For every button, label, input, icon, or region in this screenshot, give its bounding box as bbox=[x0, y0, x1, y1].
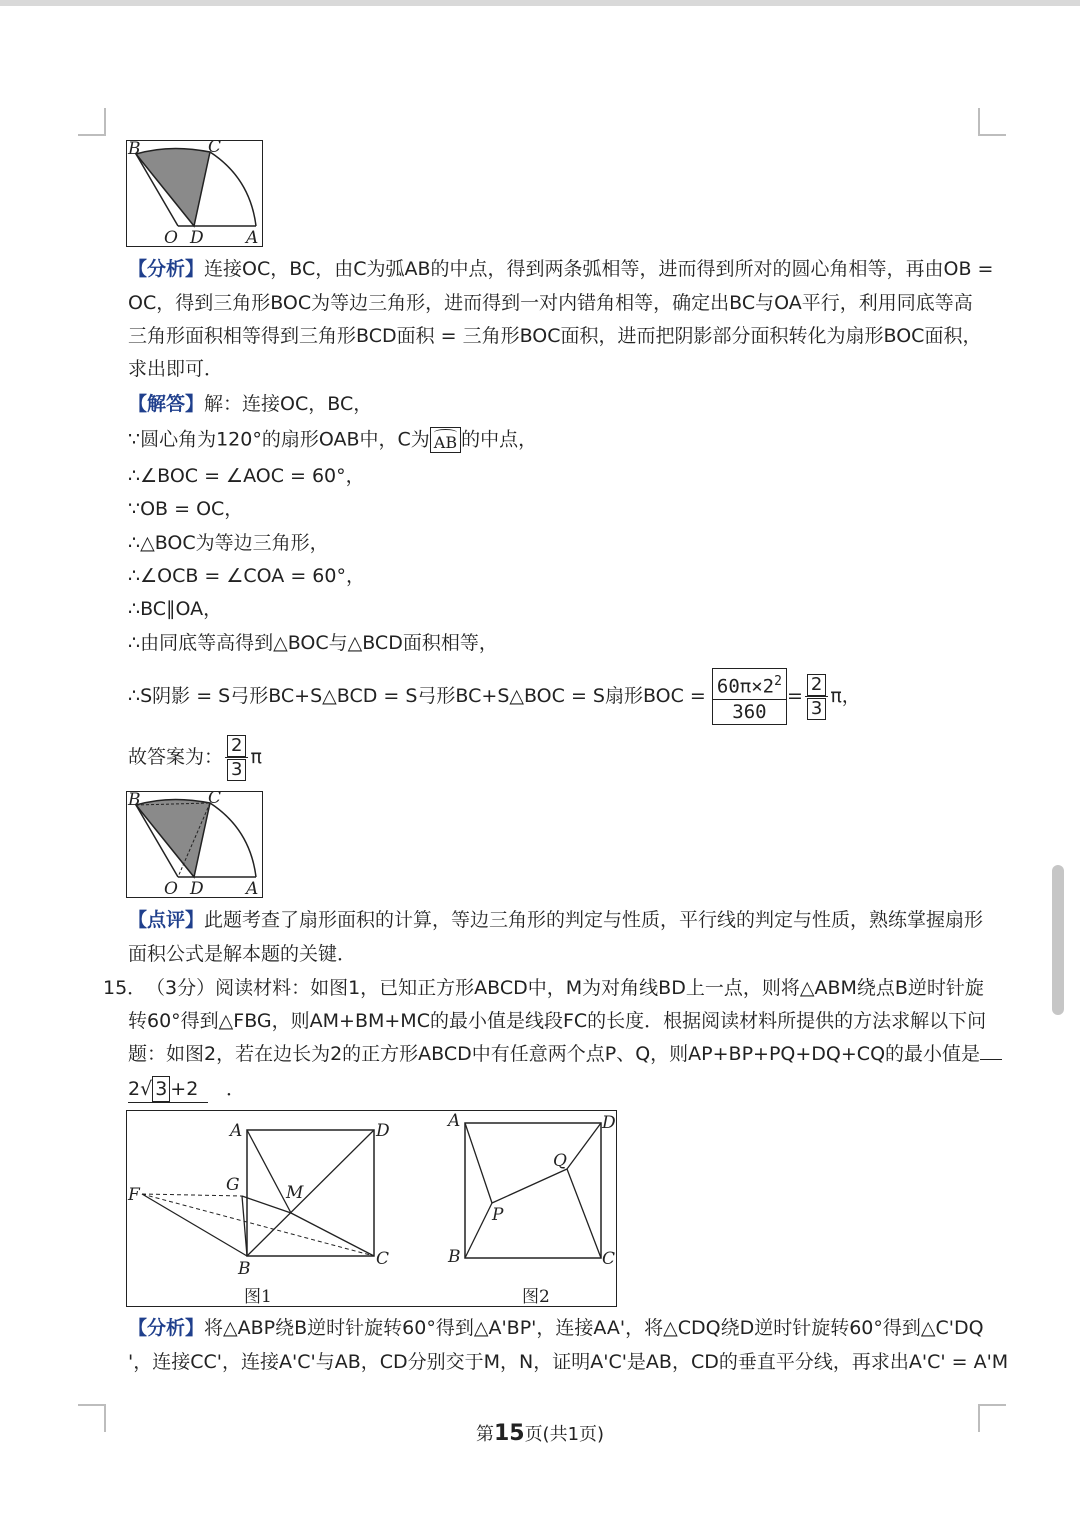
fig2-caption: 图2 bbox=[522, 1287, 550, 1307]
comment-tag: 【点评】 bbox=[128, 909, 205, 931]
label-C: C bbox=[208, 140, 222, 157]
q15-line-2: 转60°得到△FBG，则AM+BM+MC的最小值是线段FC的长度．根据阅读材料所提供的方法求解以下问 bbox=[128, 1010, 987, 1032]
fig2-label-C: C bbox=[602, 1249, 616, 1269]
fig1-label-D: D bbox=[376, 1121, 390, 1141]
answer-blank-start bbox=[980, 1059, 1002, 1060]
page-footer bbox=[0, 1420, 1080, 1446]
label-O: O bbox=[164, 879, 178, 899]
q15-text-3: 题：如图2，若在边长为2的正方形ABCD中有任意两个点P、Q，则AP+BP+PQ+DQ+CQ的最小值是 bbox=[128, 1043, 981, 1065]
label-A: A bbox=[246, 228, 259, 248]
solution-tag: 【解答】 bbox=[128, 393, 205, 415]
comment-line-2: 面积公式是解本题的关键． bbox=[128, 943, 357, 965]
answer-value: 2√ 3 +2 bbox=[128, 1076, 208, 1103]
analysis-text-1: 连接OC，BC，由C为弧AB的中点，得到两条弧相等，进而得到所对的圆心角相等，再由OB = bbox=[204, 258, 994, 280]
area-equation: ∴S阴影 = S弓形BC+S△BCD = S弓形BC+S△BOC = S扇形BOC = bbox=[128, 685, 706, 707]
solution-line-7: ∴BC∥OA， bbox=[128, 598, 223, 620]
arc-AB bbox=[430, 427, 461, 453]
q15-figure bbox=[126, 1110, 618, 1308]
top-bar bbox=[0, 0, 1080, 6]
label-A: A bbox=[246, 879, 259, 899]
q15-line-3 bbox=[128, 1042, 981, 1066]
label-O: O bbox=[164, 228, 178, 248]
fraction-sector-area bbox=[712, 668, 787, 725]
frac-numerator bbox=[713, 669, 786, 700]
analysis-tag: 【分析】 bbox=[128, 258, 205, 280]
solution-line-5: ∴△BOC为等边三角形， bbox=[128, 532, 329, 554]
footer-post: 页(共1页) bbox=[524, 1424, 605, 1445]
crop-mark-top-left bbox=[78, 108, 106, 136]
solution-line-3: ∴∠BOC = ∠AOC = 60°， bbox=[128, 465, 365, 487]
fig2-label-D: D bbox=[602, 1113, 616, 1133]
label-C: C bbox=[208, 791, 222, 808]
fraction-result bbox=[805, 673, 828, 720]
fig1-caption: 图1 bbox=[244, 1287, 272, 1307]
result-num: 2 bbox=[807, 674, 826, 696]
fig1-label-A: A bbox=[230, 1121, 243, 1141]
fig1-label-G: G bbox=[226, 1175, 240, 1195]
analysis2-tag: 【分析】 bbox=[128, 1317, 205, 1339]
answer-post: π bbox=[250, 746, 262, 768]
fig1-label-M: M bbox=[286, 1183, 304, 1203]
answer-coef: 2 bbox=[128, 1078, 141, 1100]
answer-den: 3 bbox=[227, 759, 246, 781]
analysis2-line-1 bbox=[128, 1316, 984, 1340]
fig2-label-P: P bbox=[492, 1205, 504, 1225]
answer-line bbox=[128, 732, 978, 782]
analysis2-text-1: 将△ABP绕B逆时针旋转60°得到△A'BP'，连接AA'，将△CDQ绕D逆时针旋转60°得到△C'DQ bbox=[204, 1317, 984, 1339]
sector-figure-top bbox=[126, 140, 264, 248]
question-number: 15． bbox=[103, 977, 147, 999]
label-B: B bbox=[128, 791, 141, 810]
solution-text-2a: ∵圆心角为120°的扇形OAB中，C为 bbox=[128, 428, 430, 451]
answer-plus: +2 bbox=[170, 1078, 199, 1100]
solution-line-6: ∴∠OCB = ∠COA = 60°， bbox=[128, 565, 365, 587]
fig1-label-C: C bbox=[376, 1249, 390, 1269]
answer-num: 2 bbox=[227, 735, 246, 757]
answer-pre: 故答案为： bbox=[128, 746, 224, 768]
frac-num-text: 60π×2 bbox=[716, 675, 775, 698]
fig2-label-A: A bbox=[448, 1111, 461, 1131]
label-D: D bbox=[190, 879, 204, 899]
result-post: π， bbox=[830, 685, 861, 707]
comment-line-1 bbox=[128, 908, 984, 932]
crop-mark-top-right bbox=[978, 108, 1006, 136]
solution-line-9 bbox=[128, 666, 978, 726]
fig1-label-F: F bbox=[128, 1185, 140, 1205]
solution-text-2b: 的中点， bbox=[461, 428, 538, 451]
fig1-label-B: B bbox=[238, 1259, 251, 1279]
footer-page-number: 15 bbox=[493, 1421, 525, 1446]
answer-root: 3 bbox=[152, 1076, 170, 1102]
frac-denominator: 360 bbox=[732, 701, 767, 724]
solution-line-1 bbox=[128, 392, 978, 416]
fig2-label-B: B bbox=[448, 1247, 461, 1267]
label-B: B bbox=[128, 140, 141, 159]
scrollbar[interactable] bbox=[1052, 865, 1064, 1015]
analysis2-line-2: '，连接CC'，连接A'C'与AB，CD分别交于M，N，证明A'C'是AB，CD的垂直平分线，再求出A'C' = A'M bbox=[128, 1351, 1009, 1373]
analysis-line-1 bbox=[128, 257, 994, 281]
q15-line-1: （3分）阅读材料：如图1，已知正方形ABCD中，M为对角线BD上一点，则将△ABM绕点B逆时针旋 bbox=[146, 977, 984, 999]
q15-answer bbox=[128, 1076, 978, 1103]
sector-figure-solution bbox=[126, 791, 264, 899]
arc-label: AB bbox=[433, 433, 458, 452]
fraction-answer bbox=[225, 734, 248, 781]
solution-line-8: ∴由同底等高得到△BOC与△BCD面积相等， bbox=[128, 632, 498, 654]
answer-end: ． bbox=[226, 1078, 246, 1100]
result-den: 3 bbox=[807, 698, 826, 720]
solution-text-1: 解：连接OC，BC， bbox=[204, 393, 373, 415]
fig2-label-Q: Q bbox=[553, 1151, 567, 1171]
equals-sign: = bbox=[786, 685, 803, 707]
comment-text-1: 此题考查了扇形面积的计算，等边三角形的判定与性质，平行线的判定与性质，熟练掌握扇形 bbox=[204, 909, 984, 931]
solution-line-2 bbox=[128, 427, 978, 453]
solution-line-4: ∵OB = OC， bbox=[128, 498, 244, 520]
analysis-line-2: OC，得到三角形BOC为等边三角形，进而得到一对内错角相等，确定出BC与OA平行，利用同底等高 bbox=[128, 292, 973, 314]
analysis-line-4: 求出即可． bbox=[128, 358, 224, 380]
frac-exp: 2 bbox=[774, 673, 782, 689]
footer-pre: 第 bbox=[475, 1424, 494, 1445]
label-D: D bbox=[190, 228, 204, 248]
analysis-line-3: 三角形面积相等得到三角形BCD面积 = 三角形BOC面积，进而把阴影部分面积转化为扇形BOC面积， bbox=[128, 325, 982, 347]
